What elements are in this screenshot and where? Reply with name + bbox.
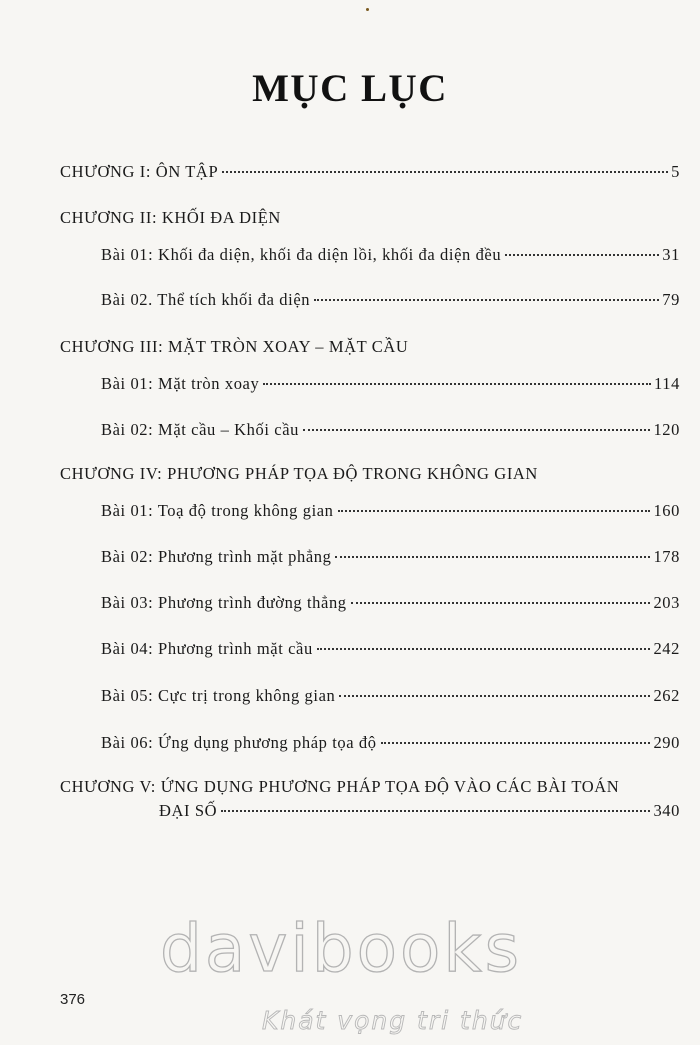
- dot-leader: [221, 810, 650, 812]
- toc-entry-page: 114: [654, 374, 680, 393]
- toc-entry: [101, 593, 680, 613]
- toc-entry-label: Bài 05: Cực trị trong không gian: [101, 686, 336, 705]
- toc-entry-label: Bài 01: Toạ độ trong không gian: [101, 501, 334, 520]
- dot-leader: [338, 510, 651, 512]
- chapter-heading-4: CHƯƠNG IV: PHƯƠNG PHÁP TỌA ĐỘ TRONG KHÔNG GIAN: [60, 464, 538, 483]
- toc-entry-page: 160: [653, 501, 680, 520]
- toc-entry-page: 120: [653, 420, 680, 439]
- dot-leader: [505, 254, 659, 256]
- toc-entry-label: ĐẠI SỐ: [159, 801, 218, 820]
- dot-leader: [222, 171, 668, 173]
- chapter-heading-2: CHƯƠNG II: KHỐI ĐA DIỆN: [60, 208, 281, 227]
- toc-entry: [101, 290, 680, 310]
- page-number: 376: [60, 991, 86, 1008]
- davibooks-watermark-logo: davibooks: [160, 910, 522, 987]
- toc-entry: [101, 420, 680, 440]
- toc-entry: [101, 245, 680, 265]
- ink-speck: [366, 8, 369, 11]
- toc-entry-page: 340: [653, 801, 680, 820]
- toc-entry-page: 79: [662, 290, 680, 309]
- toc-entry-label: Bài 06: Ứng dụng phương pháp tọa độ: [101, 733, 377, 752]
- toc-entry-page: 262: [653, 686, 680, 705]
- toc-entry-page: 5: [671, 162, 680, 181]
- dot-leader: [335, 556, 650, 558]
- toc-entry-label: Bài 01: Mặt tròn xoay: [101, 374, 260, 393]
- chapter-heading-3: CHƯƠNG III: MẶT TRÒN XOAY – MẶT CẦU: [60, 337, 409, 356]
- toc-entry-page: 31: [662, 245, 680, 264]
- dot-leader: [317, 648, 651, 650]
- dot-leader: [303, 429, 650, 431]
- toc-entry-label: CHƯƠNG I: ÔN TẬP: [60, 162, 219, 181]
- chapter-heading-5: CHƯƠNG V: ỨNG DỤNG PHƯƠNG PHÁP TỌA ĐỘ VÀO CÁC BÀI TOÁN: [60, 777, 620, 796]
- toc-entry-chapter-1: [60, 162, 680, 182]
- toc-entry: [101, 501, 680, 521]
- dot-leader: [351, 602, 651, 604]
- toc-entry-label: Bài 01: Khối đa diện, khối đa diện lồi, khối đa diện đều: [101, 245, 502, 264]
- toc-entry-label: Bài 02: Phương trình mặt phẳng: [101, 547, 332, 566]
- toc-entry: [101, 374, 680, 394]
- toc-entry-label: Bài 04: Phương trình mặt cầu: [101, 639, 313, 658]
- dot-leader: [339, 695, 650, 697]
- toc-entry-label: Bài 03: Phương trình đường thẳng: [101, 593, 347, 612]
- toc-entry: [101, 686, 680, 706]
- toc-entry-chapter-5-continuation: [159, 801, 680, 821]
- dot-leader: [314, 299, 659, 301]
- watermark-tagline: Khát vọng tri thức: [262, 1006, 524, 1035]
- toc-entry-page: 242: [653, 639, 680, 658]
- toc-entry-label: Bài 02. Thể tích khối đa diện: [101, 290, 311, 309]
- dot-leader: [381, 742, 651, 744]
- dot-leader: [263, 383, 651, 385]
- toc-entry-page: 178: [653, 547, 680, 566]
- page-title: MỤC LỤC: [252, 67, 448, 110]
- toc-entry: [101, 547, 680, 567]
- toc-entry-page: 290: [653, 733, 680, 752]
- toc-entry-label: Bài 02: Mặt cầu – Khối cầu: [101, 420, 299, 439]
- toc-entry: [101, 639, 680, 659]
- toc-entry: [101, 733, 680, 753]
- toc-entry-page: 203: [653, 593, 680, 612]
